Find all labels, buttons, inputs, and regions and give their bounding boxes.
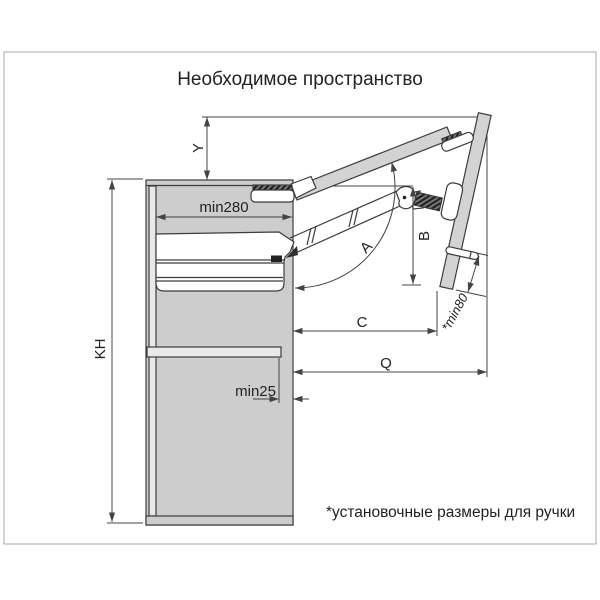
dim-kh-label: KH (92, 338, 109, 360)
diagram-title: Необходимое пространство (177, 69, 423, 90)
cabinet-bottom-panel (146, 516, 293, 525)
dim-min80-label: *min80 (438, 290, 472, 334)
top-bracket-plate (251, 190, 294, 202)
dim-kh (92, 179, 143, 523)
arm-segment-tick-3 (349, 210, 353, 227)
cabinet-shelf (147, 347, 281, 357)
dim-min280-label: min280 (199, 199, 249, 216)
dim-q-label: Q (380, 355, 392, 372)
housing-logo-mark (271, 256, 282, 263)
image-border-frame (4, 52, 596, 544)
lift-mechanism-housing (156, 232, 298, 291)
arm-segment-tick-4 (354, 208, 358, 225)
dim-min25-label: min25 (235, 383, 276, 400)
upper-arm (292, 127, 452, 200)
dim-b-label: B (416, 230, 433, 242)
lower-arm (290, 191, 400, 255)
dim-y-label: Y (190, 142, 207, 154)
cabinet (146, 180, 298, 525)
dim-c-label: C (356, 314, 368, 331)
dim-a-label: A (356, 237, 376, 257)
footnote: *установочные размеры для ручки (326, 504, 576, 521)
dim-min80-line (468, 256, 479, 292)
pivot-point (403, 196, 407, 200)
top-mount-bracket (251, 185, 294, 202)
upper-arm-base (291, 177, 316, 199)
dim-c (293, 291, 437, 336)
